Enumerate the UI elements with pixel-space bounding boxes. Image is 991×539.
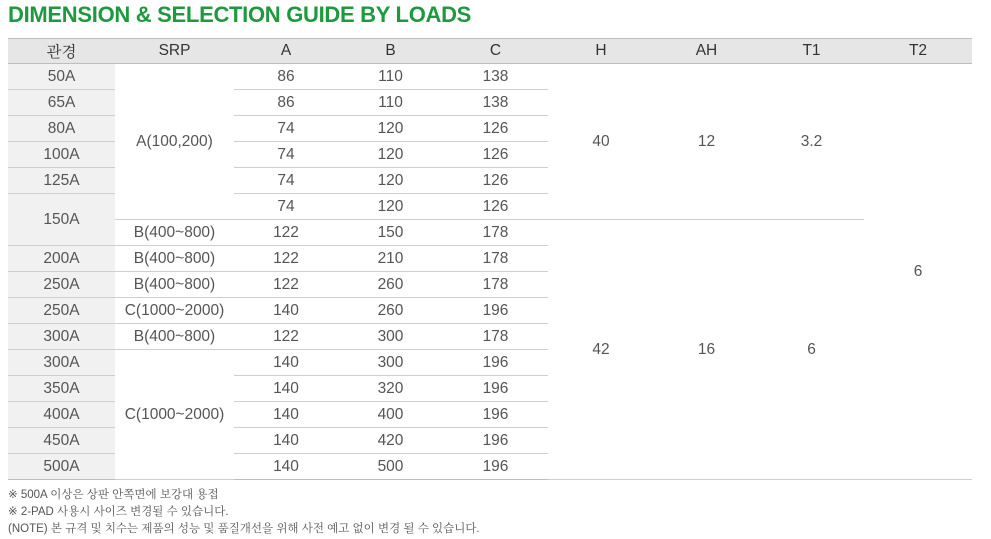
b-cell: 400 [338,402,443,428]
table-header-row [8,39,972,64]
size-cell: 50A [8,64,115,90]
c-cell: 196 [443,402,548,428]
t1-cell: 6 [759,220,864,480]
a-cell: 122 [234,220,338,246]
table-row [8,64,972,90]
size-cell: 300A [8,350,115,376]
srp-cell: B(400~800) [115,272,234,298]
c-cell: 178 [443,246,548,272]
size-cell: 350A [8,376,115,402]
header-ah: AH [654,39,759,64]
a-cell: 74 [234,142,338,168]
b-cell: 110 [338,64,443,90]
c-cell: 126 [443,142,548,168]
b-cell: 120 [338,168,443,194]
size-cell: 80A [8,116,115,142]
a-cell: 86 [234,90,338,116]
a-cell: 140 [234,428,338,454]
b-cell: 320 [338,376,443,402]
c-cell: 178 [443,220,548,246]
c-cell: 196 [443,376,548,402]
header-size: 관경 [8,39,115,64]
size-cell: 450A [8,428,115,454]
b-cell: 120 [338,116,443,142]
b-cell: 110 [338,90,443,116]
srp-cell: B(400~800) [115,324,234,350]
c-cell: 196 [443,298,548,324]
a-cell: 74 [234,194,338,220]
b-cell: 150 [338,220,443,246]
table-row [8,220,972,246]
srp-cell: B(400~800) [115,220,234,246]
a-cell: 140 [234,402,338,428]
h-cell: 42 [548,220,654,480]
header-srp: SRP [115,39,234,64]
b-cell: 500 [338,454,443,480]
b-cell: 420 [338,428,443,454]
a-cell: 122 [234,272,338,298]
srp-cell: A(100,200) [115,64,234,220]
c-cell: 126 [443,116,548,142]
size-cell: 400A [8,402,115,428]
c-cell: 138 [443,64,548,90]
header-a: A [234,39,338,64]
srp-cell: B(400~800) [115,246,234,272]
size-cell: 200A [8,246,115,272]
c-cell: 196 [443,428,548,454]
b-cell: 300 [338,350,443,376]
size-cell: 250A [8,272,115,298]
b-cell: 120 [338,142,443,168]
dimension-table [8,38,972,480]
h-cell: 40 [548,64,654,220]
c-cell: 178 [443,272,548,298]
size-cell: 250A [8,298,115,324]
srp-cell: C(1000~2000) [115,298,234,324]
footnote: (NOTE) 본 규격 및 치수는 제품의 성능 및 품질개선을 위해 사전 예고 없이 변경 될 수 있습니다. [8,523,480,535]
srp-cell: C(1000~2000) [115,350,234,480]
c-cell: 126 [443,168,548,194]
size-cell: 100A [8,142,115,168]
header-t1: T1 [759,39,864,64]
c-cell: 178 [443,324,548,350]
a-cell: 86 [234,64,338,90]
t2-cell: 6 [864,64,972,480]
ah-cell: 12 [654,64,759,220]
ah-cell: 16 [654,220,759,480]
size-cell: 500A [8,454,115,480]
header-b: B [338,39,443,64]
header-c: C [443,39,548,64]
a-cell: 122 [234,324,338,350]
c-cell: 138 [443,90,548,116]
c-cell: 196 [443,350,548,376]
page-title: DIMENSION & SELECTION GUIDE BY LOADS [8,2,472,27]
header-h: H [548,39,654,64]
size-cell: 125A [8,168,115,194]
c-cell: 196 [443,454,548,480]
b-cell: 300 [338,324,443,350]
a-cell: 74 [234,168,338,194]
a-cell: 140 [234,376,338,402]
b-cell: 210 [338,246,443,272]
a-cell: 140 [234,350,338,376]
b-cell: 120 [338,194,443,220]
a-cell: 140 [234,298,338,324]
footnote: ※ 500A 이상은 상판 안쪽면에 보강대 용접 [8,489,219,501]
a-cell: 140 [234,454,338,480]
footnotes [8,487,480,538]
size-cell: 150A [8,194,115,246]
size-cell: 65A [8,90,115,116]
a-cell: 122 [234,246,338,272]
footnote: ※ 2-PAD 사용시 사이즈 변경될 수 있습니다. [8,506,229,518]
header-t2: T2 [864,39,972,64]
a-cell: 74 [234,116,338,142]
b-cell: 260 [338,298,443,324]
b-cell: 260 [338,272,443,298]
c-cell: 126 [443,194,548,220]
t1-cell: 3.2 [759,64,864,220]
size-cell: 300A [8,324,115,350]
